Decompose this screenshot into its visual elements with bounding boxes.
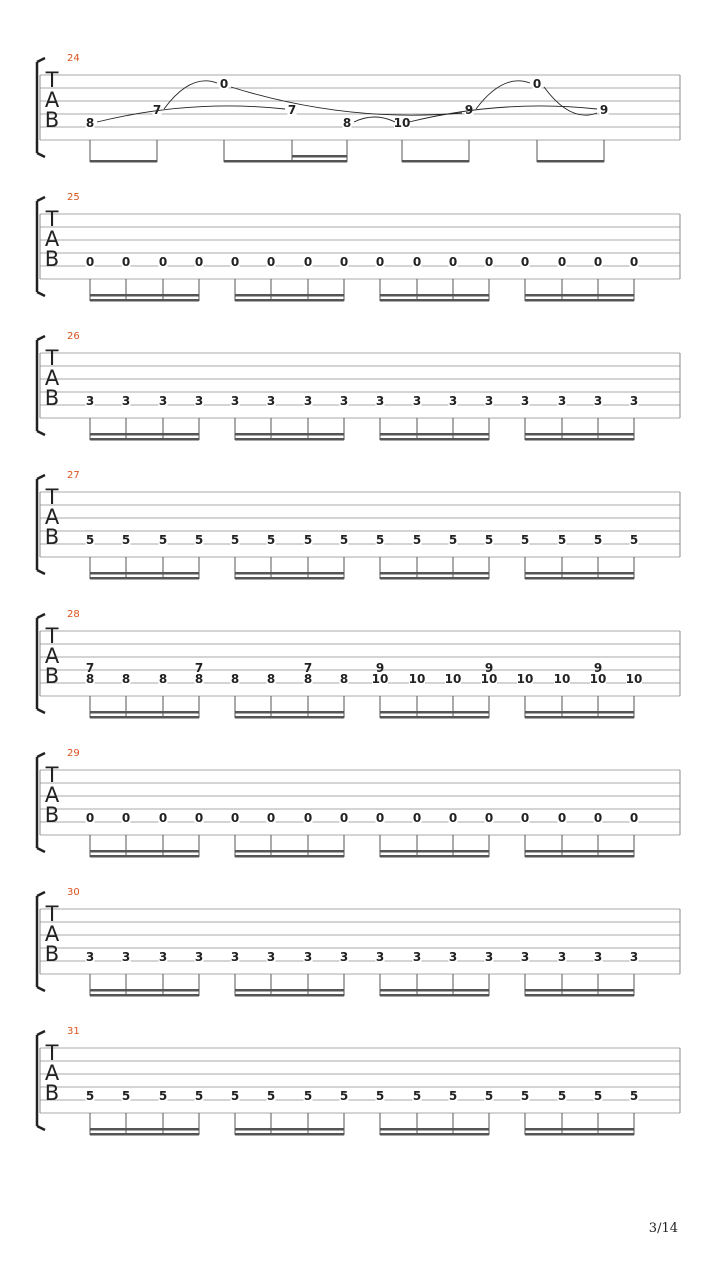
fret-number: 5 — [375, 1089, 385, 1103]
fret-number: 9 — [464, 103, 474, 117]
fret-number: 3 — [484, 394, 494, 408]
fret-number: 5 — [520, 533, 530, 547]
fret-number: 10 — [408, 672, 426, 686]
fret-number: 8 — [266, 672, 276, 686]
beam-secondary — [525, 572, 634, 575]
fret-number: 3 — [85, 950, 95, 964]
fret-number: 0 — [375, 811, 385, 825]
fret-number: 10 — [589, 672, 607, 686]
fret-number: 0 — [557, 255, 567, 269]
tab-clef-a: A — [44, 366, 60, 390]
fret-number: 3 — [121, 950, 131, 964]
fret-number: 3 — [375, 950, 385, 964]
tab-clef-t: T — [45, 207, 59, 231]
fret-number: 3 — [230, 950, 240, 964]
fret-number: 3 — [266, 950, 276, 964]
tab-clef-a: A — [44, 644, 60, 668]
fret-number: 8 — [339, 672, 349, 686]
fret-number: 5 — [557, 533, 567, 547]
fret-number: 5 — [85, 533, 95, 547]
beam-primary — [235, 299, 344, 302]
tie-slur — [164, 81, 217, 109]
fret-number: 3 — [557, 394, 567, 408]
tab-system-31 — [37, 1026, 680, 1136]
fret-number: 10 — [516, 672, 534, 686]
fret-number: 5 — [121, 1089, 131, 1103]
fret-number: 5 — [194, 533, 204, 547]
fret-number: 8 — [85, 116, 95, 130]
fret-number: 8 — [121, 672, 131, 686]
beam-primary — [525, 994, 634, 997]
fret-number: 0 — [629, 811, 639, 825]
tab-clef-b: B — [44, 1081, 60, 1105]
fret-number: 10 — [371, 672, 389, 686]
fret-number: 3 — [339, 394, 349, 408]
beam-secondary — [380, 850, 489, 853]
tab-clef-a: A — [44, 922, 60, 946]
measure-number: 24 — [67, 53, 80, 64]
beam-secondary — [235, 711, 344, 714]
fret-number: 5 — [230, 1089, 240, 1103]
fret-number: 3 — [121, 394, 131, 408]
fret-number: 5 — [266, 533, 276, 547]
fret-number: 0 — [412, 255, 422, 269]
beam-secondary — [235, 294, 344, 297]
measure-number: 27 — [67, 470, 80, 481]
measure-number: 28 — [67, 609, 80, 620]
fret-number: 3 — [629, 394, 639, 408]
fret-number: 0 — [266, 255, 276, 269]
fret-number: 0 — [339, 255, 349, 269]
tab-system-30 — [37, 887, 680, 997]
fret-number: 5 — [629, 533, 639, 547]
fret-number: 0 — [158, 255, 168, 269]
beam-primary — [380, 438, 489, 441]
fret-number: 0 — [303, 255, 313, 269]
fret-number: 0 — [121, 255, 131, 269]
fret-number: 5 — [194, 1089, 204, 1103]
fret-number: 3 — [629, 950, 639, 964]
beam-secondary — [235, 850, 344, 853]
tab-clef-b: B — [44, 664, 60, 688]
fret-number: 0 — [230, 255, 240, 269]
fret-number: 10 — [444, 672, 462, 686]
tab-clef-t: T — [45, 624, 59, 648]
tab-clef-b: B — [44, 803, 60, 827]
fret-number: 0 — [194, 255, 204, 269]
beam-primary — [235, 716, 344, 719]
fret-number: 5 — [520, 1089, 530, 1103]
fret-number: 3 — [593, 950, 603, 964]
fret-number: 10 — [480, 672, 498, 686]
beam-primary — [525, 438, 634, 441]
beam-secondary — [525, 433, 634, 436]
fret-number: 3 — [412, 950, 422, 964]
beam-primary — [380, 855, 489, 858]
tab-clef-a: A — [44, 505, 60, 529]
fret-number: 8 — [158, 672, 168, 686]
fret-number: 5 — [593, 1089, 603, 1103]
tab-system-28 — [37, 609, 680, 719]
fret-number: 5 — [448, 1089, 458, 1103]
fret-number: 0 — [629, 255, 639, 269]
measure-number: 30 — [67, 887, 80, 898]
beam-secondary — [525, 294, 634, 297]
beam-secondary — [90, 572, 199, 575]
fret-number: 5 — [412, 1089, 422, 1103]
fret-number: 0 — [375, 255, 385, 269]
fret-number-upper: 9 — [375, 661, 385, 675]
tab-clef-b: B — [44, 942, 60, 966]
fret-number: 5 — [303, 533, 313, 547]
fret-number: 5 — [266, 1089, 276, 1103]
fret-number: 0 — [158, 811, 168, 825]
fret-number-upper: 7 — [85, 661, 95, 675]
tie-slur — [476, 81, 530, 109]
measure-number: 31 — [67, 1026, 80, 1037]
fret-number: 3 — [158, 950, 168, 964]
fret-number: 5 — [158, 533, 168, 547]
beam-primary — [235, 855, 344, 858]
beam-primary — [224, 160, 347, 163]
beam-primary — [380, 994, 489, 997]
fret-number: 7 — [287, 103, 297, 117]
beam-secondary — [90, 711, 199, 714]
fret-number-upper: 9 — [484, 661, 494, 675]
tab-system-27 — [37, 470, 680, 580]
beam-secondary — [380, 294, 489, 297]
fret-number: 0 — [520, 811, 530, 825]
fret-number: 5 — [375, 533, 385, 547]
fret-number: 0 — [121, 811, 131, 825]
beam-primary — [235, 1133, 344, 1136]
fret-number: 0 — [85, 811, 95, 825]
fret-number: 5 — [629, 1089, 639, 1103]
beam-primary — [525, 299, 634, 302]
beam-secondary — [380, 989, 489, 992]
fret-number: 0 — [339, 811, 349, 825]
beam-secondary — [380, 572, 489, 575]
tab-clef-a: A — [44, 1061, 60, 1085]
fret-number: 5 — [484, 533, 494, 547]
fret-number: 5 — [303, 1089, 313, 1103]
fret-number-upper: 7 — [194, 661, 204, 675]
tab-clef-b: B — [44, 247, 60, 271]
beam-primary — [235, 577, 344, 580]
tab-system-29 — [37, 748, 680, 858]
beam-secondary — [380, 711, 489, 714]
beam-secondary — [235, 1128, 344, 1131]
fret-number: 3 — [339, 950, 349, 964]
tab-clef-b: B — [44, 386, 60, 410]
fret-number: 3 — [194, 394, 204, 408]
beam-secondary — [90, 294, 199, 297]
fret-number: 8 — [342, 116, 352, 130]
tab-clef-t: T — [45, 1041, 59, 1065]
fret-number: 3 — [412, 394, 422, 408]
fret-number: 8 — [85, 672, 95, 686]
beam-secondary — [90, 850, 199, 853]
fret-number: 3 — [593, 394, 603, 408]
fret-number: 5 — [85, 1089, 95, 1103]
beam-primary — [402, 160, 469, 163]
fret-number: 3 — [557, 950, 567, 964]
beam-primary — [525, 855, 634, 858]
tab-system-24 — [37, 53, 680, 163]
beam-secondary — [90, 989, 199, 992]
beam-secondary — [525, 1128, 634, 1131]
fret-number: 8 — [194, 672, 204, 686]
fret-number: 3 — [303, 950, 313, 964]
beam-secondary — [235, 989, 344, 992]
fret-number: 8 — [303, 672, 313, 686]
beam-secondary — [90, 1128, 199, 1131]
beam-primary — [90, 855, 199, 858]
fret-number: 0 — [593, 255, 603, 269]
fret-number: 5 — [158, 1089, 168, 1103]
fret-number: 0 — [230, 811, 240, 825]
tab-clef-a: A — [44, 783, 60, 807]
measure-number: 26 — [67, 331, 80, 342]
beam-secondary — [525, 989, 634, 992]
tab-clef-t: T — [45, 485, 59, 509]
fret-number: 5 — [230, 533, 240, 547]
tab-clef-t: T — [45, 346, 59, 370]
fret-number: 0 — [448, 255, 458, 269]
tab-clef-a: A — [44, 227, 60, 251]
beam-primary — [235, 994, 344, 997]
tab-clef-a: A — [44, 88, 60, 112]
fret-number: 5 — [339, 1089, 349, 1103]
fret-number: 5 — [121, 533, 131, 547]
tab-clef-t: T — [45, 763, 59, 787]
fret-number: 0 — [266, 811, 276, 825]
beam-primary — [90, 994, 199, 997]
beam-primary — [235, 438, 344, 441]
beam-primary — [380, 716, 489, 719]
fret-number: 0 — [412, 811, 422, 825]
beam-secondary — [292, 155, 347, 158]
beam-primary — [90, 160, 157, 163]
fret-number: 0 — [484, 255, 494, 269]
fret-number: 3 — [448, 394, 458, 408]
fret-number-upper: 9 — [593, 661, 603, 675]
tab-system-26 — [37, 331, 680, 441]
fret-number: 0 — [593, 811, 603, 825]
tab-clef-b: B — [44, 525, 60, 549]
fret-number: 3 — [448, 950, 458, 964]
fret-number: 3 — [484, 950, 494, 964]
tab-system-25 — [37, 192, 680, 302]
beam-primary — [90, 438, 199, 441]
beam-primary — [525, 716, 634, 719]
beam-primary — [90, 577, 199, 580]
fret-number: 0 — [303, 811, 313, 825]
fret-number: 7 — [152, 103, 162, 117]
fret-number: 0 — [484, 811, 494, 825]
page-number: 3/14 — [648, 1221, 678, 1236]
fret-number: 0 — [520, 255, 530, 269]
beam-primary — [525, 577, 634, 580]
fret-number: 3 — [85, 394, 95, 408]
beam-secondary — [380, 433, 489, 436]
beam-secondary — [235, 572, 344, 575]
beam-secondary — [525, 711, 634, 714]
fret-number: 3 — [158, 394, 168, 408]
beam-secondary — [380, 1128, 489, 1131]
fret-number: 3 — [266, 394, 276, 408]
fret-number: 3 — [194, 950, 204, 964]
measure-number: 29 — [67, 748, 80, 759]
fret-number: 5 — [557, 1089, 567, 1103]
beam-primary — [90, 299, 199, 302]
fret-number: 3 — [230, 394, 240, 408]
beam-primary — [525, 1133, 634, 1136]
fret-number: 0 — [532, 77, 542, 91]
fret-number: 5 — [339, 533, 349, 547]
fret-number: 0 — [219, 77, 229, 91]
measure-number: 25 — [67, 192, 80, 203]
fret-number: 3 — [303, 394, 313, 408]
beam-secondary — [90, 433, 199, 436]
fret-number: 0 — [557, 811, 567, 825]
beam-primary — [380, 299, 489, 302]
fret-number: 5 — [484, 1089, 494, 1103]
fret-number: 8 — [230, 672, 240, 686]
fret-number: 10 — [393, 116, 411, 130]
beam-primary — [537, 160, 604, 163]
tab-clef-t: T — [45, 68, 59, 92]
beam-primary — [90, 1133, 199, 1136]
fret-number: 5 — [593, 533, 603, 547]
fret-number: 0 — [194, 811, 204, 825]
fret-number: 5 — [412, 533, 422, 547]
beam-secondary — [235, 433, 344, 436]
fret-number: 3 — [520, 950, 530, 964]
fret-number: 5 — [448, 533, 458, 547]
fret-number: 3 — [375, 394, 385, 408]
tie-slur — [354, 117, 395, 122]
beam-primary — [90, 716, 199, 719]
fret-number: 10 — [625, 672, 643, 686]
tab-clef-b: B — [44, 108, 60, 132]
fret-number: 0 — [448, 811, 458, 825]
beam-primary — [380, 577, 489, 580]
fret-number: 10 — [553, 672, 571, 686]
fret-number: 9 — [599, 103, 609, 117]
tab-clef-t: T — [45, 902, 59, 926]
fret-number: 0 — [85, 255, 95, 269]
beam-secondary — [525, 850, 634, 853]
fret-number-upper: 7 — [303, 661, 313, 675]
beam-primary — [380, 1133, 489, 1136]
fret-number: 3 — [520, 394, 530, 408]
